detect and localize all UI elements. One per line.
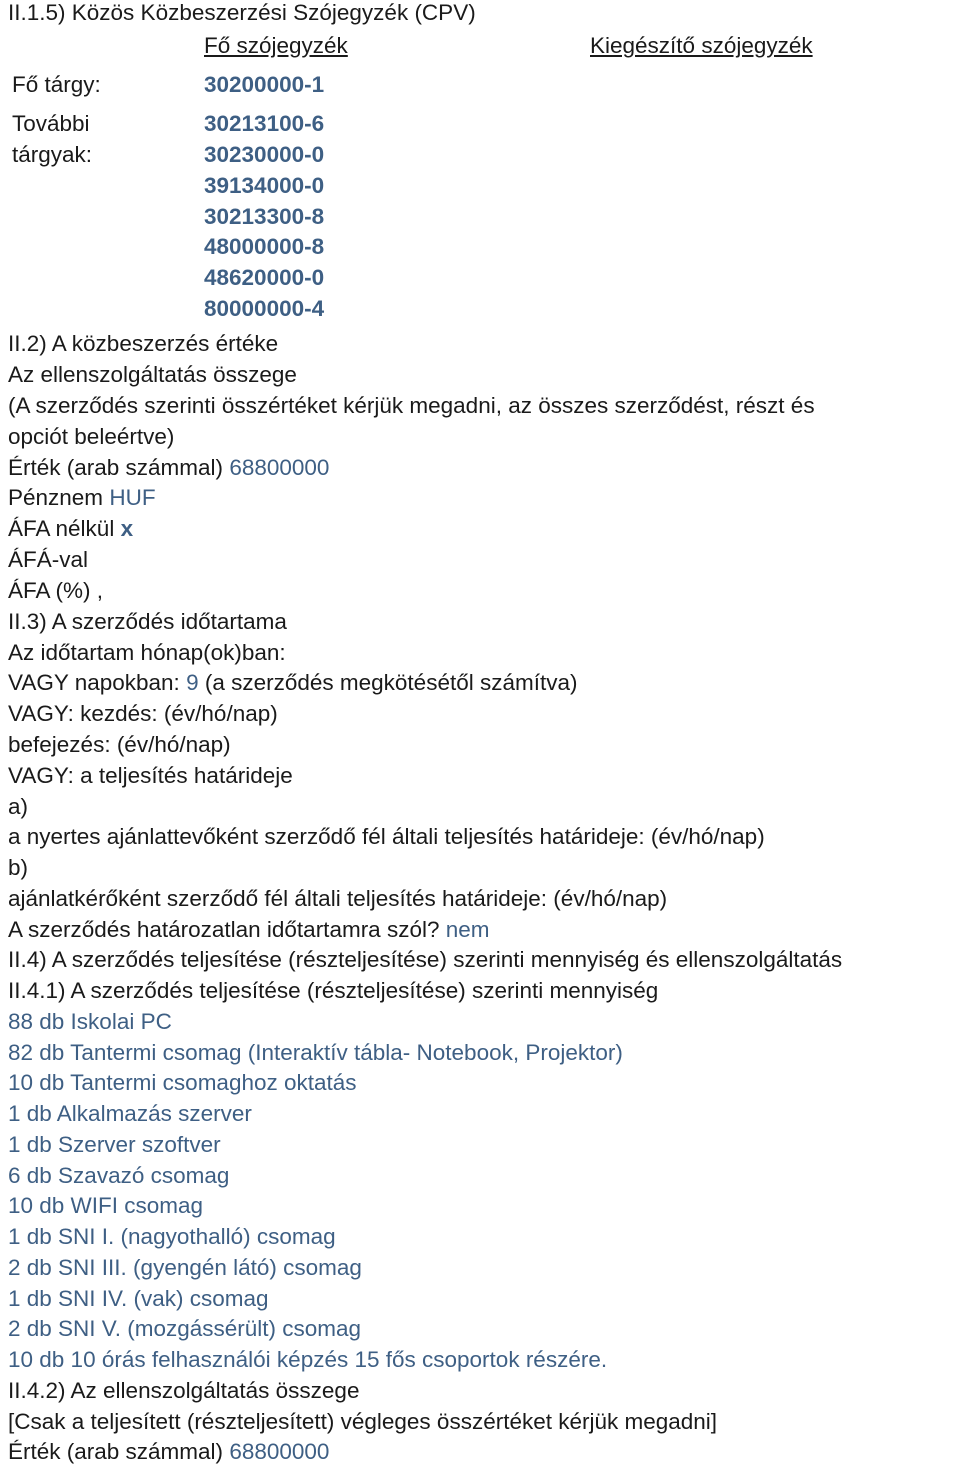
indefinite-row — [8, 917, 490, 943]
vat-excl-mark: x — [120, 516, 134, 541]
quantity-item: 82 db Tantermi csomag (Interaktív tábla- Notebook, Projektor) — [8, 1040, 623, 1065]
quantity-item: 10 db Tantermi csomaghoz oktatás — [8, 1070, 357, 1095]
other-object-code: 30213100-6 — [204, 111, 325, 136]
duration-deadline-label: VAGY: a teljesítés határideje — [8, 763, 293, 788]
other-objects-label-2: tárgyak: — [12, 142, 93, 167]
value-heading: II.2) A közbeszerzés értéke — [8, 331, 279, 356]
quantity-item: 2 db SNI V. (mozgássérült) csomag — [8, 1316, 362, 1341]
indefinite-value: nem — [445, 917, 490, 942]
indefinite-label: A szerződés határozatlan időtartamra szól? — [8, 917, 440, 942]
vat-incl-label: ÁFÁ-val — [8, 547, 89, 572]
quantity-item: 1 db SNI I. (nagyothalló) csomag — [8, 1224, 336, 1249]
other-object-code: 30213300-8 — [204, 204, 325, 229]
main-vocabulary-header: Fő szójegyzék — [204, 33, 348, 58]
other-object-code: 48000000-8 — [204, 234, 325, 259]
duration-days-row — [8, 670, 578, 696]
quantity-item: 88 db Iskolai PC — [8, 1009, 172, 1034]
duration-months-label: Az időtartam hónap(ok)ban: — [8, 640, 286, 665]
quantity-item: 10 db WIFI csomag — [8, 1193, 204, 1218]
final-value-heading: II.4.2) Az ellenszolgáltatás összege — [8, 1378, 360, 1403]
duration-heading: II.3) A szerződés időtartama — [8, 609, 287, 634]
value-note-line-1: (A szerződés szerinti összértéket kérjük megadni, az összes szerződést, részt és — [8, 393, 815, 418]
value-subheading: Az ellenszolgáltatás összege — [8, 362, 297, 387]
quantity-item: 1 db SNI IV. (vak) csomag — [8, 1286, 269, 1311]
duration-a-text: a nyertes ajánlattevőként szerződő fél általi teljesítés határideje: (év/hó/nap) — [8, 824, 765, 849]
duration-days-suffix: (a szerződés megkötésétől számítva) — [204, 670, 578, 695]
other-object-code: 30230000-0 — [204, 142, 325, 167]
duration-days-value: 9 — [186, 670, 199, 695]
value-note-line-2: opciót beleértve) — [8, 424, 175, 449]
cpv-heading: II.1.5) Közös Közbeszerzési Szójegyzék (CPV) — [8, 0, 476, 25]
final-value-label: Érték (arab számmal) — [8, 1439, 224, 1464]
quantity-subheading: II.4.1) A szerződés teljesítése (részteljesítése) szerinti mennyiség — [8, 978, 659, 1003]
other-object-code: 80000000-4 — [204, 296, 325, 321]
final-value-row — [8, 1439, 329, 1465]
currency-row — [8, 485, 156, 511]
other-object-code: 48620000-0 — [204, 265, 325, 290]
quantity-item: 1 db Szerver szoftver — [8, 1132, 221, 1157]
duration-b-label: b) — [8, 855, 29, 880]
quantity-item: 1 db Alkalmazás szerver — [8, 1101, 252, 1126]
supplementary-vocabulary-header: Kiegészítő szójegyzék — [590, 33, 813, 58]
vat-rate-label: ÁFA (%) , — [8, 578, 104, 603]
duration-a-label: a) — [8, 794, 29, 819]
value-amount-row — [8, 455, 329, 481]
vat-excl-row — [8, 516, 133, 542]
other-objects-label-1: További — [12, 111, 90, 136]
currency-label: Pénznem — [8, 485, 104, 510]
main-object-code: 30200000-1 — [204, 72, 325, 97]
quantity-heading: II.4) A szerződés teljesítése (részteljesítése) szerinti mennyiség és ellenszolgáltatás — [8, 947, 843, 972]
main-object-label: Fő tárgy: — [12, 72, 101, 97]
duration-start-label: VAGY: kezdés: (év/hó/nap) — [8, 701, 278, 726]
other-object-code: 39134000-0 — [204, 173, 325, 198]
value-amount-label: Érték (arab számmal) — [8, 455, 224, 480]
vat-excl-label: ÁFA nélkül — [8, 516, 115, 541]
final-value-amount: 68800000 — [229, 1439, 330, 1464]
duration-days-prefix: VAGY napokban: — [8, 670, 180, 695]
duration-end-label: befejezés: (év/hó/nap) — [8, 732, 231, 757]
duration-b-text: ajánlatkérőként szerződő fél általi teljesítés határideje: (év/hó/nap) — [8, 886, 668, 911]
final-value-note: [Csak a teljesített (részteljesített) végleges összértéket kérjük megadni] — [8, 1409, 718, 1434]
value-amount: 68800000 — [229, 455, 330, 480]
quantity-item: 10 db 10 órás felhasználói képzés 15 fős csoportok részére. — [8, 1347, 608, 1372]
quantity-item: 2 db SNI III. (gyengén látó) csomag — [8, 1255, 362, 1280]
currency-value: HUF — [109, 485, 156, 510]
quantity-item: 6 db Szavazó csomag — [8, 1163, 230, 1188]
